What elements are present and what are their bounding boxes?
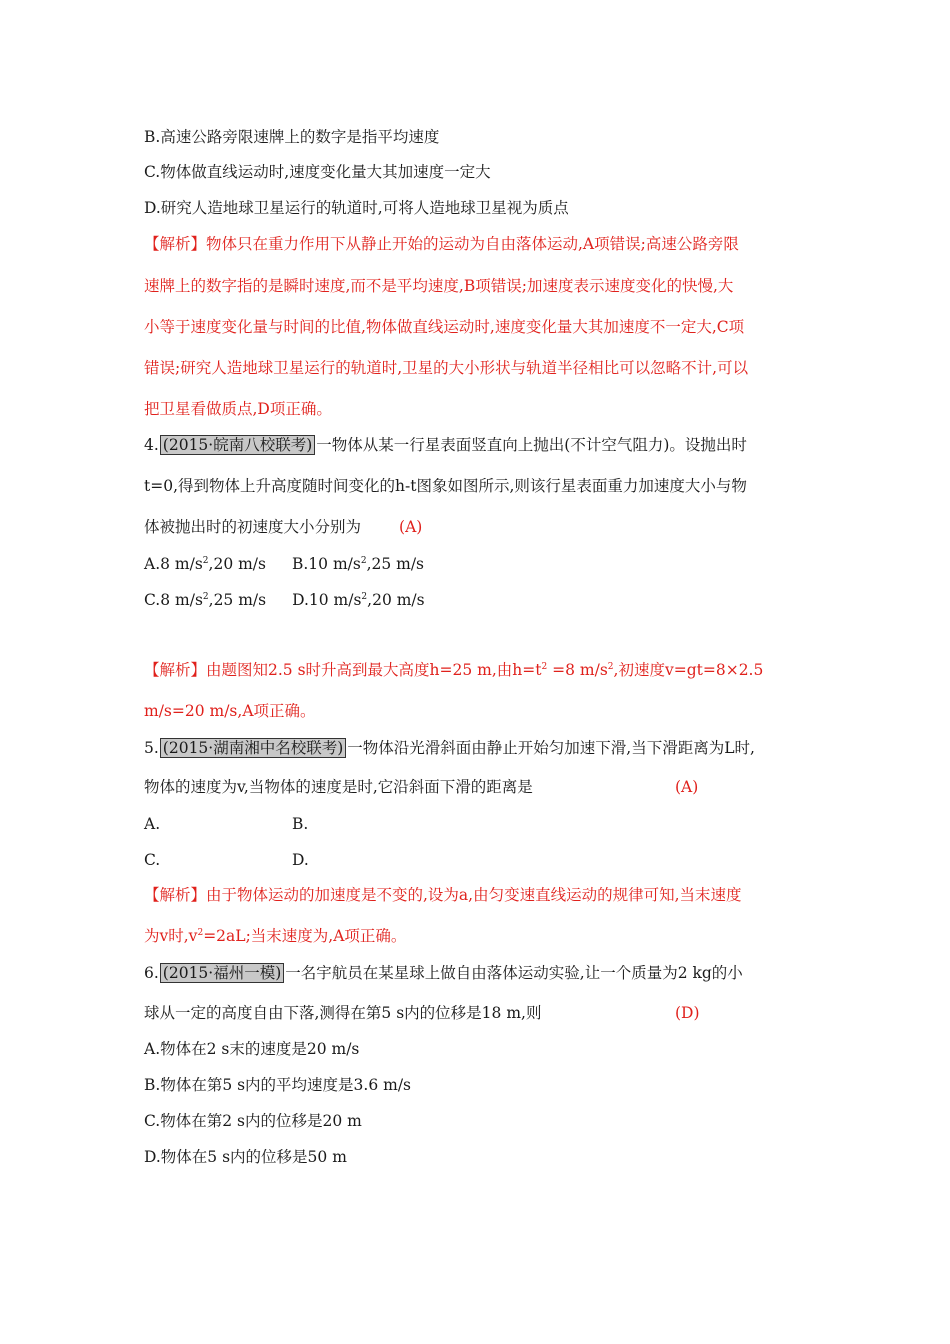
q6-stem-line-2: 球从一定的高度自由下落,测得在第5 s内的位移是18 m,则 (D) [144, 1004, 700, 1022]
q4-stem [144, 434, 747, 456]
q3-analysis-line: 小等于速度变化量与时间的比值,物体做直线运动时,速度变化量大其加速度不一定大,C项 [144, 318, 745, 336]
q4-option-c: C.8 $m/s^2,25$ m/s [144, 591, 267, 609]
q4-answer: (A) [399, 518, 423, 536]
q4-options-row-1 [144, 553, 424, 575]
q6-option-a: A.物体在2 s末的速度是20 m/s [144, 1040, 360, 1058]
q5-number: 5. [144, 739, 159, 757]
q4-stem-text: 一物体从某一行星表面竖直向上抛出(不计空气阻力)。设抛出时 [316, 436, 747, 454]
q3-option-d: D.研究人造地球卫星运行的轨道时,可将人造地球卫星视为质点 [144, 199, 569, 217]
q5-option-a: A. [144, 815, 161, 833]
q5-stem [144, 737, 755, 759]
q6-number: 6. [144, 964, 159, 982]
q3-analysis-line: 【解析】物体只在重力作用下从静止开始的运动为自由落体运动,A项错误;高速公路旁限 [144, 235, 739, 253]
q5-option-c: C. [144, 851, 161, 869]
q6-stem [144, 962, 743, 984]
q4-analysis-line-1: 【解析】由题图知2.5 s时升高到最大高度h=25 m,由$h=t^2 =8$ $m/s^2$,初速度v=gt=8×2.5 [144, 661, 764, 679]
q5-options-row-1 [144, 813, 309, 835]
q5-analysis-line-2: 为v时$,v^2=2aL$;当末速度为,A项正确。 [144, 927, 407, 945]
q5-option-b: B. [292, 815, 309, 833]
q6-stem-text: 一名宇航员在某星球上做自由落体运动实验,让一个质量为2 kg的小 [285, 964, 743, 982]
q5-stem-line-2: 物体的速度为v,当物体的速度是时,它沿斜面下滑的距离是 (A) [144, 778, 699, 796]
q4-analysis-line-2: m/s=20 m/s,A项正确。 [144, 702, 316, 720]
q6-option-b: B.物体在第5 s内的平均速度是3.6 m/s [144, 1076, 412, 1094]
q4-stem-line-2: t=0,得到物体上升高度随时间变化的h-t图象如图所示,则该行星表面重力加速度大小与物 [144, 477, 747, 495]
q3-analysis-line: 把卫星看做质点,D项正确。 [144, 400, 332, 418]
q4-option-a: A.8 $m/s^2,20$ m/s [144, 555, 266, 573]
q3-analysis-line: 速牌上的数字指的是瞬时速度,而不是平均速度,B项错误;加速度表示速度变化的快慢,大 [144, 277, 734, 295]
q6-option-d: D.物体在5 s内的位移是50 m [144, 1148, 347, 1166]
q3-option-c: C.物体做直线运动时,速度变化量大其加速度一定大 [144, 163, 491, 181]
q4-option-b: B.10 $m/s^2,25$ m/s [291, 555, 425, 573]
q4-option-d: D.10 $m/s^2,20$ m/s [292, 591, 425, 609]
q6-option-c: C.物体在第2 s内的位移是20 m [144, 1112, 362, 1130]
q5-option-d: D. [292, 851, 309, 869]
q6-answer: (D) [675, 1004, 700, 1022]
q4-source-tag: (2015·皖南八校联考) [160, 435, 315, 455]
q6-source-tag: (2015·福州一模) [160, 963, 284, 983]
q5-options-row-2 [144, 849, 309, 871]
q3-analysis-line: 错误;研究人造地球卫星运行的轨道时,卫星的大小形状与轨道半径相比可以忽略不计,可以 [144, 359, 749, 377]
q3-option-b: B.高速公路旁限速牌上的数字是指平均速度 [144, 128, 440, 146]
q4-stem-line-3 [144, 516, 422, 538]
q4-number: 4. [144, 436, 159, 454]
q5-answer: (A) [675, 778, 699, 796]
q5-stem-text: 一物体沿光滑斜面由静止开始匀加速下滑,当下滑距离为L时, [347, 739, 755, 757]
q5-source-tag: (2015·湖南湘中名校联考) [160, 738, 346, 758]
q4-stem-text: 体被抛出时的初速度大小分别为 [144, 518, 362, 536]
q4-options-row-2 [144, 589, 425, 611]
q5-analysis-line-1: 【解析】由于物体运动的加速度是不变的,设为a,由匀变速直线运动的规律可知,当末速度 [144, 886, 742, 904]
